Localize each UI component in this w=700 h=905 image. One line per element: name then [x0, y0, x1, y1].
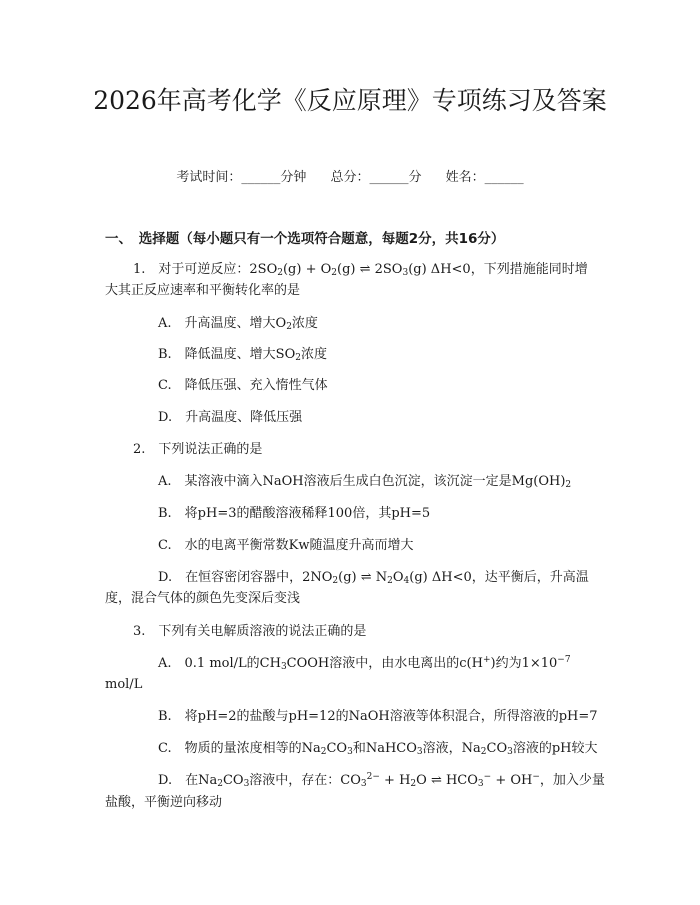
- question-3-option-a-cont: mol/L: [105, 677, 143, 692]
- question-2-option-c: C. 水的电离平衡常数Kw随温度升高而增大: [158, 538, 414, 553]
- page-title: 2026年高考化学《反应原理》专项练习及答案: [93, 86, 607, 115]
- question-3-option-d-cont: 盐酸，平衡逆向移动: [105, 795, 223, 810]
- question-2-stem: 2. 下列说法正确的是: [133, 442, 263, 457]
- question-3-option-d: D. 在$Na_2CO_3$溶液中，存在：$CO_3^{2-} + H_2O$ ⇌ $HCO_3^- + OH^-$，加入少量: [158, 772, 605, 789]
- question-2-option-d: D. 在恒容密闭容器中，$2NO_2(g)$ ⇌ $N_2O_4(g)$ ΔH<0，达平衡后，升高温: [158, 570, 589, 586]
- question-1-option-a: A. 升高温度、增大$O_2$浓度: [158, 316, 318, 332]
- question-3-option-b: B. 将pH=2的盐酸与pH=12的NaOH溶液等体积混合，所得溶液的pH=7: [158, 709, 598, 724]
- question-2-option-a: A. 某溶液中滴入NaOH溶液后生成白色沉淀，该沉淀一定是$Mg(OH)_2$: [158, 474, 572, 490]
- question-3-option-a: A. 0.1 mol/L的$CH_3COOH$溶液中，由水电离出的c(H+)约为$1\times 10^{-7}$: [158, 655, 571, 672]
- question-3-stem: 3. 下列有关电解质溶液的说法正确的是: [133, 624, 367, 639]
- question-1-option-c: C. 降低压强、充入惰性气体: [158, 378, 328, 393]
- question-1-option-b: B. 降低温度、增大$SO_2$浓度: [158, 347, 327, 363]
- question-1-stem-cont: 大其正反应速率和平衡转化率的是: [105, 283, 301, 298]
- question-3-option-c: C. 物质的量浓度相等的$Na_2CO_3$和NaHCO$_3$溶液，$Na_2CO_3$溶液的pH较大: [158, 741, 598, 757]
- question-1-stem: 1. 对于可逆反应：$2SO_2(g) + O_2(g)$ ⇌ $2SO_3(g)$ ΔH<0，下列措施能同时增: [133, 262, 588, 278]
- student-name-field: 姓名：______: [445, 170, 524, 185]
- question-2-option-b: B. 将pH=3的醋酸溶液稀释100倍，其pH=5: [158, 506, 431, 521]
- question-2-option-d-cont: 度，混合气体的颜色先变深后变浅: [105, 591, 301, 606]
- total-score-field: 总分：______分: [330, 170, 422, 185]
- exam-meta: [0, 168, 700, 188]
- exam-time-field: 考试时间：______分钟: [176, 170, 307, 185]
- question-1-option-d: D. 升高温度、降低压强: [158, 410, 303, 425]
- section-title: 一、 选择题（每小题只有一个选项符合题意，每题2分，共16分）: [105, 231, 505, 247]
